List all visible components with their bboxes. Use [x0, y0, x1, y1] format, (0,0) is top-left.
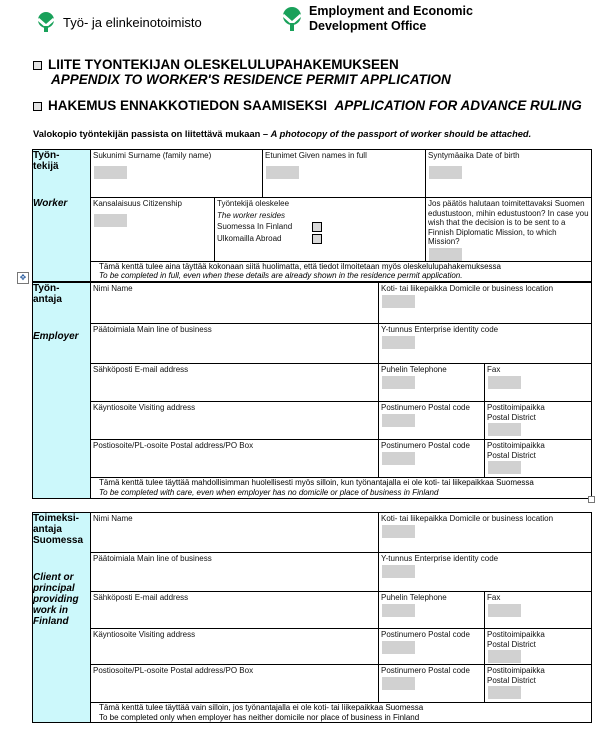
logo-text-fi: Työ- ja elinkeinotoimisto [63, 14, 202, 30]
client-section [32, 512, 592, 723]
employer-domicile-input[interactable] [382, 295, 415, 308]
employer-phone-field[interactable]: Puhelin Telephone [379, 364, 485, 402]
passport-note: Valokopio työntekijän passista on liitettävä mukaan – A photocopy of the passport of worker should be attached. [33, 129, 532, 139]
ely-office-logo [280, 4, 473, 34]
client-postal-district2-input[interactable] [488, 686, 521, 699]
residence-field: Työntekijä oleskelee The worker resides Suomessa In Finland Ulkomailla Abroad [215, 198, 426, 262]
worker-section [32, 149, 592, 282]
appendix-title-fi: LIITE TYONTEKIJAN OLESKELULUPAHAKEMUKSEEN [48, 57, 399, 72]
appendix-title-en: APPENDIX TO WORKER'S RESIDENCE PERMIT APPLICATION [51, 72, 451, 87]
surname-field[interactable]: Sukunimi Surname (family name) [91, 150, 263, 198]
ruling-title-fi: HAKEMUS ENNAKKOTIEDON SAAMISEKSI [48, 98, 328, 113]
employer-postal-district2-field[interactable]: Postitoimipaikka Postal District [485, 440, 592, 478]
surname-input[interactable] [94, 166, 127, 179]
in-finland-checkbox[interactable] [312, 222, 322, 232]
client-phone-field[interactable]: Puhelin Telephone [379, 592, 485, 629]
employer-postal-address-field[interactable]: Postiosoite/PL-osoite Postal address/PO Box [91, 440, 379, 478]
appendix-checkbox[interactable] [33, 61, 42, 70]
client-side-label: Toimeksi- antaja Suomessa Client or principal providing work in Finland [33, 513, 91, 723]
employer-email-field[interactable]: Sähköposti E-mail address [91, 364, 379, 402]
employer-instructions: Tämä kenttä tulee täyttää mahdollisimman huolellisesti myös silloin, kun työnantajalla ei ole koti- tai liikepaikkaa Suomessa To be completed with care, even when employer has no domicile or place of business in Finland [91, 478, 592, 499]
client-postal-district-field[interactable]: Postitoimipaikka Postal District [485, 629, 592, 665]
table-move-handle-icon[interactable]: ✥ [17, 272, 29, 284]
client-phone-input[interactable] [382, 604, 415, 617]
employer-visiting-field[interactable]: Käyntiosoite Visiting address [91, 402, 379, 440]
ruling-checkbox[interactable] [33, 102, 42, 111]
employer-business-id-field[interactable]: Y-tunnus Enterprise identity code [379, 324, 592, 364]
employer-name-field[interactable]: Nimi Name [91, 283, 379, 324]
employer-postal-code-input[interactable] [382, 414, 415, 427]
given-names-input[interactable] [266, 166, 299, 179]
dob-input[interactable] [429, 166, 462, 179]
mission-input[interactable] [429, 248, 462, 261]
client-domicile-field[interactable]: Koti- tai liikepaikka Domicile or business location [379, 513, 592, 553]
client-business-id-field[interactable]: Y-tunnus Enterprise identity code [379, 553, 592, 592]
logo-text-en-1: Employment and Economic [309, 4, 473, 18]
ruling-heading[interactable] [33, 98, 582, 113]
te-office-logo [34, 11, 202, 33]
client-postal-district2-field[interactable]: Postitoimipaikka Postal District [485, 665, 592, 703]
client-postal-code-field[interactable]: Postinumero Postal code [379, 629, 485, 665]
employer-postal-district-input[interactable] [488, 423, 521, 436]
logo-text-en-2: Development Office [309, 19, 427, 33]
employer-postal-code2-input[interactable] [382, 452, 415, 465]
employer-domicile-field[interactable]: Koti- tai liikepaikka Domicile or business location [379, 283, 592, 324]
client-visiting-field[interactable]: Käyntiosoite Visiting address [91, 629, 379, 665]
te-logo-icon [34, 11, 58, 33]
ruling-title-en: APPLICATION FOR ADVANCE RULING [334, 98, 582, 113]
client-main-line-field[interactable]: Päätoimiala Main line of business [91, 553, 379, 592]
client-business-id-input[interactable] [382, 565, 415, 578]
client-email-field[interactable]: Sähköposti E-mail address [91, 592, 379, 629]
client-fax-input[interactable] [488, 604, 521, 617]
client-postal-code2-field[interactable]: Postinumero Postal code [379, 665, 485, 703]
worker-instructions: Tämä kenttä tulee aina täyttää kokonaan siitä huolimatta, että tiedot ilmoitetaan myös oleskelulupahakemuksessa To be completed in full, even when these details are already shown in the residence permit application. [91, 261, 592, 281]
employer-fax-field[interactable]: Fax [485, 364, 592, 402]
client-domicile-input[interactable] [382, 525, 415, 538]
te-logo-icon [280, 6, 304, 32]
client-postal-code-input[interactable] [382, 641, 415, 654]
client-postal-code2-input[interactable] [382, 677, 415, 690]
client-fax-field[interactable]: Fax [485, 592, 592, 629]
employer-fax-input[interactable] [488, 376, 521, 389]
dob-field[interactable]: Syntymäaika Date of birth [426, 150, 592, 198]
employer-main-line-field[interactable]: Päätoimiala Main line of business [91, 324, 379, 364]
employer-side-label: Työn- antaja Employer [33, 283, 91, 499]
client-name-field[interactable]: Nimi Name [91, 513, 379, 553]
employer-postal-district2-input[interactable] [488, 461, 521, 474]
client-postal-address-field[interactable]: Postiosoite/PL-osoite Postal address/PO Box [91, 665, 379, 703]
employer-phone-input[interactable] [382, 376, 415, 389]
worker-side-label: Työn- tekijä Worker [33, 150, 91, 282]
citizenship-input[interactable] [94, 214, 127, 227]
mission-field[interactable]: Jos päätös halutaan toimitettavaksi Suomen edustustoon, mihin edustustoon? In case you wish that the decision is to be sent to a Finnish Diplomatic Mission, to which Mission? [426, 198, 592, 262]
client-instructions: Tämä kenttä tulee täyttää vain silloin, jos työnantajalla ei ole koti- tai liikepaikkaa Suomessa To be completed only when employer has neither domicile nor place of business in Finland [91, 703, 592, 723]
employer-business-id-input[interactable] [382, 336, 415, 349]
appendix-heading[interactable] [33, 57, 399, 72]
given-names-field[interactable]: Etunimet Given names in full [263, 150, 426, 198]
employer-postal-district-field[interactable]: Postitoimipaikka Postal District [485, 402, 592, 440]
employer-section [32, 282, 592, 499]
abroad-checkbox[interactable] [312, 234, 322, 244]
citizenship-field[interactable]: Kansalaisuus Citizenship [91, 198, 215, 262]
employer-postal-code-field[interactable]: Postinumero Postal code [379, 402, 485, 440]
client-postal-district-input[interactable] [488, 650, 521, 663]
employer-postal-code2-field[interactable]: Postinumero Postal code [379, 440, 485, 478]
table-resize-handle[interactable] [588, 496, 595, 503]
